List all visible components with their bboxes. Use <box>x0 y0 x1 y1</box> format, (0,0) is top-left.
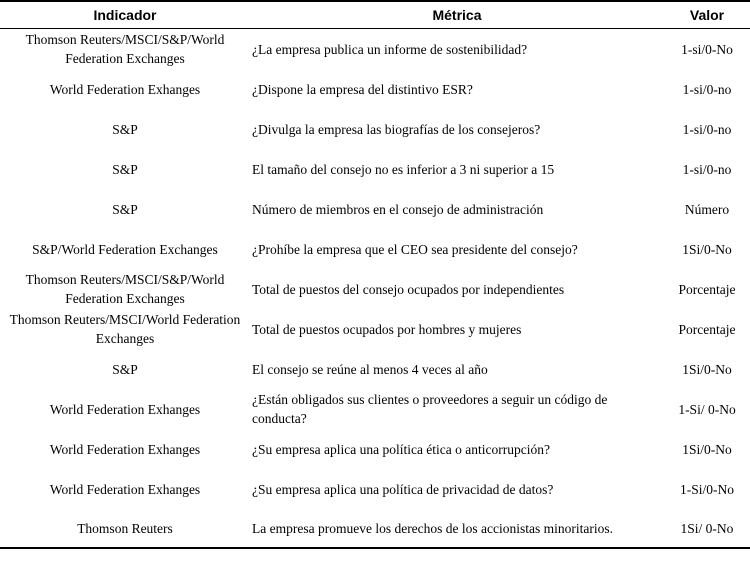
cell-metrica: ¿Dispone la empresa del distintivo ESR? <box>252 81 473 97</box>
cell-indicador: World Federation Exhanges <box>49 81 201 97</box>
header-metrica: Métrica <box>250 1 664 29</box>
cell-metrica: Número de miembros en el consejo de administración <box>252 201 544 217</box>
table-row <box>0 389 750 429</box>
cell-valor: 1Si/0-No <box>682 441 732 457</box>
header-valor: Valor <box>664 1 750 29</box>
cell-metrica: ¿Su empresa aplica una política de privacidad de datos? <box>252 481 554 497</box>
cell-valor: 1-si/0-no <box>682 81 732 97</box>
cell-indicador: Thomson Reuters/MSCI/S&P/World Federation Exchanges <box>25 32 225 66</box>
cell-indicador: World Federation Exhanges <box>49 441 201 457</box>
cell-valor: 1-si/0-no <box>682 121 732 137</box>
table-row <box>0 429 750 469</box>
table-row <box>0 309 750 349</box>
table-row <box>0 469 750 509</box>
cell-metrica: El consejo se reúne al menos 4 veces al año <box>252 361 488 377</box>
cell-valor: Porcentaje <box>678 281 736 297</box>
cell-indicador: Thomson Reuters <box>0 509 250 548</box>
table-row <box>0 29 750 70</box>
cell-valor: 1-si/0-No <box>681 41 733 57</box>
cell-valor: 1Si/0-No <box>682 241 732 257</box>
cell-valor: 1-si/0-no <box>682 161 732 177</box>
cell-valor: 1Si/0-No <box>682 361 732 377</box>
cell-indicador: World Federation Exhanges <box>49 481 201 497</box>
cell-indicador: Thomson Reuters/MSCI/World Federation Exchanges <box>9 312 241 346</box>
cell-metrica: Total de puestos del consejo ocupados por independientes <box>252 281 565 297</box>
cell-metrica: ¿Divulga la empresa las biografías de los consejeros? <box>252 121 541 137</box>
cell-indicador: S&P <box>112 121 138 137</box>
table-row <box>0 269 750 309</box>
cell-metrica: ¿Prohíbe la empresa que el CEO sea presidente del consejo? <box>252 241 578 257</box>
table-row <box>0 229 750 269</box>
cell-valor: 1Si/ 0-No <box>664 509 750 548</box>
cell-valor: Número <box>684 201 730 217</box>
cell-metrica: El tamaño del consejo no es inferior a 3 ni superior a 15 <box>252 161 555 177</box>
table-row <box>0 109 750 149</box>
table-row <box>0 189 750 229</box>
cell-metrica: Total de puestos ocupados por hombres y mujeres <box>252 321 522 337</box>
table-row <box>0 149 750 189</box>
header-indicador: Indicador <box>0 1 250 29</box>
cell-valor: Porcentaje <box>678 321 736 337</box>
cell-indicador: World Federation Exhanges <box>49 401 201 417</box>
cell-indicador: S&P <box>112 201 138 217</box>
cell-indicador: S&P <box>112 161 138 177</box>
cell-metrica: La empresa promueve los derechos de los accionistas minoritarios. <box>250 509 664 548</box>
cell-indicador: S&P/World Federation Exchanges <box>32 241 218 257</box>
cell-valor: 1-Si/ 0-No <box>678 401 736 417</box>
cell-metrica: ¿La empresa publica un informe de sostenibilidad? <box>252 41 528 57</box>
table-header-row <box>0 1 750 29</box>
cell-metrica: ¿Su empresa aplica una política ética o anticorrupción? <box>252 441 550 457</box>
table-row <box>0 349 750 389</box>
cell-indicador: S&P <box>112 361 138 377</box>
table-row <box>0 509 750 548</box>
table-row <box>0 69 750 109</box>
cell-metrica: ¿Están obligados sus clientes o proveedores a seguir un código de conducta? <box>252 392 608 426</box>
cell-indicador: Thomson Reuters/MSCI/S&P/World Federation Exchanges <box>25 272 225 306</box>
cell-valor: 1-Si/0-No <box>680 481 734 497</box>
